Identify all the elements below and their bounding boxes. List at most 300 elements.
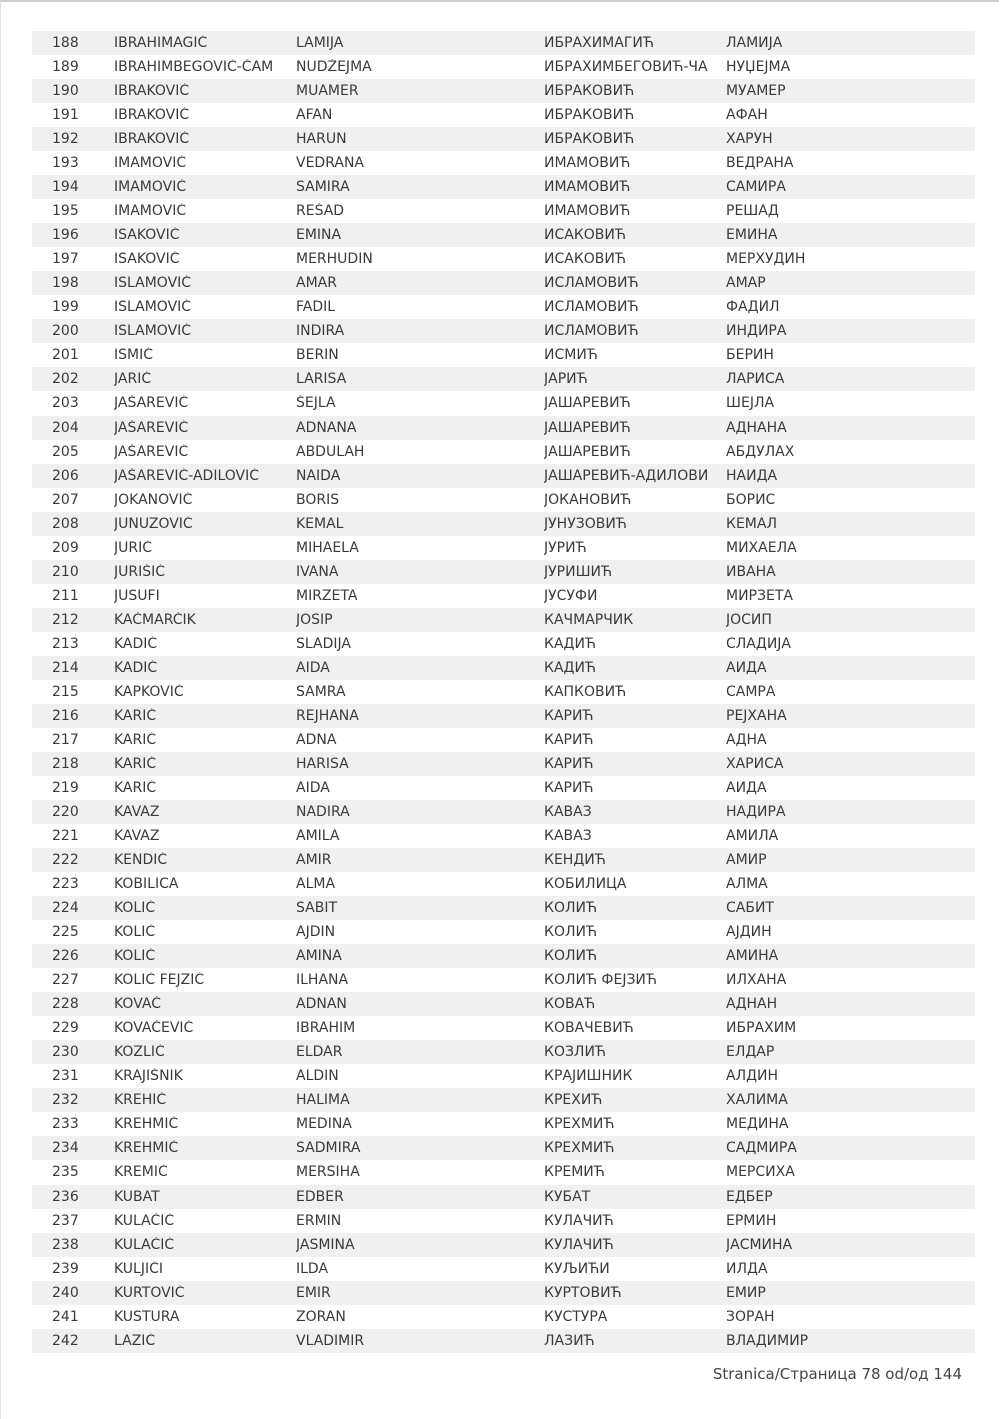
first-name-cyrillic: АЛМА [726, 876, 768, 893]
first-name-cyrillic: САБИТ [726, 900, 774, 917]
surname-cyrillic: ЈАРИЋ [544, 371, 588, 388]
surname-latin: ISAKOVIĆ [114, 251, 180, 268]
surname-latin: KUBAT [114, 1188, 160, 1205]
row-number: 237 [52, 1212, 79, 1229]
first-name-latin: VEDRANA [296, 155, 364, 172]
surname-cyrillic: ЈУНУЗОВИЋ [544, 515, 627, 532]
surname-latin: JAŠAREVIĆ [114, 395, 189, 412]
surname-cyrillic: ИСЛАМОВИЋ [544, 299, 639, 316]
surname-latin: KARIĆ [114, 731, 157, 748]
row-number: 230 [52, 1044, 79, 1061]
first-name-latin: EMIR [296, 1284, 331, 1301]
surname-cyrillic: ИСАКОВИЋ [544, 227, 626, 244]
first-name-cyrillic: МЕДИНА [726, 1116, 789, 1133]
row-number: 232 [52, 1092, 79, 1109]
table-row [32, 728, 975, 752]
surname-latin: IBRAKOVIĆ [114, 107, 190, 124]
first-name-latin: AMINA [296, 948, 342, 965]
surname-latin: KRAJIŠNIK [114, 1068, 183, 1085]
table-row [32, 1136, 975, 1160]
first-name-latin: ADNA [296, 731, 337, 748]
first-name-cyrillic: СЛАДИЈА [726, 635, 791, 652]
surname-cyrillic: КРЕХИЋ [544, 1092, 603, 1109]
table-row [32, 1016, 975, 1040]
row-number: 194 [52, 179, 79, 196]
first-name-latin: AMILA [296, 828, 340, 845]
row-number: 193 [52, 155, 79, 172]
surname-cyrillic: КАРИЋ [544, 707, 594, 724]
surname-cyrillic: ЈАШАРЕВИЋ [544, 395, 631, 412]
surname-latin: IMAMOVIĆ [114, 179, 187, 196]
first-name-cyrillic: АЈДИН [726, 924, 772, 941]
first-name-latin: ADNAN [296, 996, 347, 1013]
surname-cyrillic: КРЕХМИЋ [544, 1116, 615, 1133]
table-row [32, 103, 975, 127]
table-row [32, 1040, 975, 1064]
surname-cyrillic: КОЛИЋ ФЕЈЗИЋ [544, 972, 657, 989]
table-row [32, 391, 975, 415]
surname-latin: JUNUZOVIĆ [114, 515, 193, 532]
surname-cyrillic: КОЛИЋ [544, 948, 597, 965]
first-name-latin: AMIR [296, 852, 332, 869]
surname-latin: KREMIĆ [114, 1164, 168, 1181]
row-number: 189 [52, 59, 79, 76]
surname-latin: KUSTURA [114, 1308, 180, 1325]
first-name-cyrillic: ЕМИР [726, 1284, 766, 1301]
row-number: 240 [52, 1284, 79, 1301]
table-row [32, 488, 975, 512]
surname-latin: JARIĆ [114, 371, 152, 388]
first-name-cyrillic: АДНА [726, 731, 767, 748]
table-row [32, 704, 975, 728]
first-name-cyrillic: МУАМЕР [726, 83, 786, 100]
table-row [32, 79, 975, 103]
row-number: 238 [52, 1236, 79, 1253]
first-name-latin: FADIL [296, 299, 336, 316]
surname-cyrillic: ИСАКОВИЋ [544, 251, 626, 268]
first-name-cyrillic: ЈАСМИНА [726, 1236, 793, 1253]
first-name-cyrillic: ИЛДА [726, 1260, 768, 1277]
first-name-latin: EMINA [296, 227, 342, 244]
surname-latin: KURTOVIĆ [114, 1284, 185, 1301]
surname-cyrillic: КОЛИЋ [544, 900, 597, 917]
surname-cyrillic: КРАЈИШНИК [544, 1068, 633, 1085]
surname-latin: KOLIĆ FEJZIĆ [114, 972, 205, 989]
surname-cyrillic: КАВАЗ [544, 804, 592, 821]
surname-cyrillic: КУЛАЧИЋ [544, 1212, 614, 1229]
row-number: 225 [52, 924, 79, 941]
first-name-cyrillic: ВЛАДИМИР [726, 1332, 809, 1349]
names-table [32, 31, 975, 1353]
first-name-latin: KEMAL [296, 515, 344, 532]
first-name-cyrillic: ЛАМИЈА [726, 35, 783, 52]
surname-latin: JAŠAREVIĆ [114, 419, 189, 436]
table-row [32, 199, 975, 223]
first-name-latin: NADIRA [296, 804, 350, 821]
first-name-cyrillic: ИНДИРА [726, 323, 787, 340]
surname-latin: KULAČIĆ [114, 1212, 175, 1229]
first-name-cyrillic: МЕРСИХА [726, 1164, 795, 1181]
first-name-latin: ILHANA [296, 972, 349, 989]
surname-latin: KOVAĆ [114, 996, 161, 1013]
first-name-cyrillic: ЛАРИСА [726, 371, 785, 388]
first-name-cyrillic: ХАРИСА [726, 755, 784, 772]
first-name-cyrillic: АДНАН [726, 996, 778, 1013]
first-name-latin: AIDA [296, 659, 330, 676]
surname-cyrillic: ИБРАКОВИЋ [544, 83, 635, 100]
surname-latin: IBRAKOVIĆ [114, 83, 190, 100]
surname-latin: KAPKOVIĆ [114, 683, 184, 700]
table-row [32, 440, 975, 464]
surname-latin: JOKANOVIĆ [114, 491, 193, 508]
table-row [32, 896, 975, 920]
row-number: 216 [52, 707, 79, 724]
row-number: 196 [52, 227, 79, 244]
surname-cyrillic: КОЛИЋ [544, 924, 597, 941]
row-number: 201 [52, 347, 79, 364]
surname-cyrillic: КАРИЋ [544, 731, 594, 748]
table-row [32, 944, 975, 968]
first-name-cyrillic: АИДА [726, 659, 767, 676]
surname-latin: IBRAKOVIĆ [114, 131, 190, 148]
surname-cyrillic: ИБРАХИМБЕГОВИЋ-ЧА [544, 59, 708, 76]
table-row [32, 992, 975, 1016]
table-row [32, 343, 975, 367]
first-name-latin: JOSIP [296, 611, 333, 628]
surname-latin: KULJIĆI [114, 1260, 164, 1277]
first-name-cyrillic: БЕРИН [726, 347, 774, 364]
first-name-cyrillic: ЗОРАН [726, 1308, 775, 1325]
first-name-cyrillic: КЕМАЛ [726, 515, 777, 532]
surname-cyrillic: ИБРАХИМАГИЋ [544, 35, 654, 52]
surname-latin: KARIĆ [114, 707, 157, 724]
table-row [32, 295, 975, 319]
surname-latin: IBRAHIMAGIĆ [114, 35, 208, 52]
table-row [32, 175, 975, 199]
first-name-latin: MEDINA [296, 1116, 352, 1133]
row-number: 209 [52, 539, 79, 556]
surname-latin: KREHMIĆ [114, 1140, 179, 1157]
surname-cyrillic: КАПКОВИЋ [544, 683, 627, 700]
surname-latin: KAČMARČIK [114, 611, 196, 628]
surname-latin: KENDIĆ [114, 852, 168, 869]
row-number: 228 [52, 996, 79, 1013]
surname-cyrillic: КАЧМАРЧИК [544, 611, 634, 628]
surname-cyrillic: КАРИЋ [544, 755, 594, 772]
surname-cyrillic: ИСЛАМОВИЋ [544, 323, 639, 340]
surname-cyrillic: КОЗЛИЋ [544, 1044, 606, 1061]
surname-cyrillic: КОБИЛИЦА [544, 876, 627, 893]
first-name-latin: VLADIMIR [296, 1332, 365, 1349]
row-number: 197 [52, 251, 79, 268]
surname-cyrillic: ИСЛАМОВИЋ [544, 275, 639, 292]
table-row [32, 776, 975, 800]
surname-latin: ISMIĆ [114, 347, 153, 364]
row-number: 188 [52, 35, 79, 52]
surname-latin: KOLIĆ [114, 948, 156, 965]
table-row [32, 800, 975, 824]
table-row [32, 55, 975, 79]
page-number: Stranica/Страница 78 od/од 144 [712, 1365, 962, 1383]
row-number: 203 [52, 395, 79, 412]
surname-latin: LAZIĆ [114, 1332, 156, 1349]
surname-cyrillic: ЈАШАРЕВИЋ [544, 443, 631, 460]
surname-cyrillic: КРЕМИЋ [544, 1164, 605, 1181]
first-name-latin: NAIDA [296, 467, 341, 484]
first-name-latin: BERIN [296, 347, 339, 364]
surname-latin: JURIĆ [114, 539, 153, 556]
surname-cyrillic: ЈУСУФИ [544, 587, 598, 604]
row-number: 236 [52, 1188, 79, 1205]
surname-cyrillic: КУБАТ [544, 1188, 591, 1205]
first-name-latin: HALIMA [296, 1092, 350, 1109]
row-number: 226 [52, 948, 79, 965]
first-name-cyrillic: АИДА [726, 779, 767, 796]
first-name-latin: NUDŽEJMA [296, 59, 372, 76]
table-row [32, 512, 975, 536]
first-name-latin: MIHAELA [296, 539, 359, 556]
surname-latin: KOLIĆ [114, 924, 156, 941]
surname-cyrillic: КУЛАЧИЋ [544, 1236, 614, 1253]
table-row [32, 1209, 975, 1233]
row-number: 210 [52, 563, 79, 580]
first-name-latin: ERMIN [296, 1212, 342, 1229]
first-name-cyrillic: РЕЈХАНА [726, 707, 787, 724]
table-row [32, 608, 975, 632]
first-name-latin: JASMINA [296, 1236, 355, 1253]
first-name-cyrillic: ИБРАХИМ [726, 1020, 797, 1037]
surname-cyrillic: ЈУРИЋ [544, 539, 587, 556]
table-row [32, 1064, 975, 1088]
surname-cyrillic: ЈОКАНОВИЋ [544, 491, 632, 508]
surname-cyrillic: КУСТУРА [544, 1308, 608, 1325]
row-number: 235 [52, 1164, 79, 1181]
first-name-cyrillic: НУЏЕЈМА [726, 59, 791, 76]
row-number: 215 [52, 683, 79, 700]
first-name-cyrillic: АФАН [726, 107, 768, 124]
table-row [32, 464, 975, 488]
surname-cyrillic: КАРИЋ [544, 779, 594, 796]
surname-latin: ISLAMOVIĆ [114, 323, 192, 340]
first-name-latin: EDBER [296, 1188, 344, 1205]
row-number: 198 [52, 275, 79, 292]
row-number: 218 [52, 755, 79, 772]
row-number: 222 [52, 852, 79, 869]
surname-latin: ISLAMOVIĆ [114, 299, 192, 316]
table-row [32, 560, 975, 584]
first-name-latin: AIDA [296, 779, 330, 796]
table-row [32, 223, 975, 247]
surname-latin: KADIĆ [114, 635, 158, 652]
first-name-latin: BORIS [296, 491, 340, 508]
row-number: 206 [52, 467, 79, 484]
first-name-cyrillic: АМАР [726, 275, 766, 292]
surname-latin: IMAMOVIĆ [114, 203, 187, 220]
surname-cyrillic: ЛАЗИЋ [544, 1332, 595, 1349]
first-name-latin: ABDULAH [296, 443, 365, 460]
surname-latin: IBRAHIMBEGOVIĆ-ČAM [114, 59, 274, 76]
first-name-cyrillic: БОРИС [726, 491, 776, 508]
first-name-cyrillic: ВЕДРАНА [726, 155, 794, 172]
row-number: 214 [52, 659, 79, 676]
table-row [32, 247, 975, 271]
row-number: 220 [52, 804, 79, 821]
surname-latin: JAŠAREVIĆ-ADILOVIĆ [114, 467, 260, 484]
table-row [32, 584, 975, 608]
first-name-cyrillic: РЕШАД [726, 203, 779, 220]
table-row [32, 1305, 975, 1329]
table-row [32, 752, 975, 776]
row-number: 233 [52, 1116, 79, 1133]
surname-latin: IMAMOVIĆ [114, 155, 187, 172]
surname-cyrillic: ИМАМОВИЋ [544, 203, 631, 220]
first-name-latin: IBRAHIM [296, 1020, 356, 1037]
row-number: 199 [52, 299, 79, 316]
table-row [32, 1257, 975, 1281]
table-row [32, 1088, 975, 1112]
table-row [32, 632, 975, 656]
table-row [32, 1112, 975, 1136]
first-name-latin: SABIT [296, 900, 338, 917]
surname-latin: KOLIĆ [114, 900, 156, 917]
surname-cyrillic: ЈУРИШИЋ [544, 563, 613, 580]
first-name-latin: REŠAD [296, 203, 345, 220]
surname-latin: KULAČIĆ [114, 1236, 175, 1253]
first-name-cyrillic: ЕМИНА [726, 227, 778, 244]
surname-latin: KAVAZ [114, 828, 160, 845]
first-name-cyrillic: САМРА [726, 683, 776, 700]
surname-latin: KARIĆ [114, 755, 157, 772]
surname-cyrillic: КАДИЋ [544, 635, 596, 652]
surname-latin: JUSUFI [114, 587, 160, 604]
row-number: 205 [52, 443, 79, 460]
first-name-cyrillic: АБДУЛАХ [726, 443, 795, 460]
surname-cyrillic: ИМАМОВИЋ [544, 179, 631, 196]
row-number: 239 [52, 1260, 79, 1277]
first-name-cyrillic: ИВАНА [726, 563, 776, 580]
first-name-latin: SAMIRA [296, 179, 350, 196]
table-row [32, 968, 975, 992]
table-row [32, 824, 975, 848]
first-name-latin: MIRZETA [296, 587, 358, 604]
surname-cyrillic: КОВАЋ [544, 996, 596, 1013]
surname-cyrillic: КАВАЗ [544, 828, 592, 845]
surname-latin: ISAKOVIĆ [114, 227, 180, 244]
first-name-cyrillic: ЈОСИП [726, 611, 772, 628]
first-name-latin: AMAR [296, 275, 337, 292]
surname-cyrillic: ИБРАКОВИЋ [544, 131, 635, 148]
row-number: 195 [52, 203, 79, 220]
row-number: 204 [52, 419, 79, 436]
surname-cyrillic: КРЕХМИЋ [544, 1140, 615, 1157]
first-name-latin: ALDIN [296, 1068, 339, 1085]
row-number: 191 [52, 107, 79, 124]
first-name-latin: IVANA [296, 563, 339, 580]
table-row [32, 416, 975, 440]
row-number: 242 [52, 1332, 79, 1349]
surname-latin: KOBILICA [114, 876, 179, 893]
row-number: 190 [52, 83, 79, 100]
row-number: 200 [52, 323, 79, 340]
surname-latin: KREHIĆ [114, 1092, 167, 1109]
surname-latin: JAŠAREVIĆ [114, 443, 189, 460]
first-name-latin: MUAMER [296, 83, 359, 100]
first-name-latin: ALMA [296, 876, 336, 893]
first-name-cyrillic: ХАРУН [726, 131, 773, 148]
first-name-latin: ILDA [296, 1260, 329, 1277]
surname-latin: KARIĆ [114, 779, 157, 796]
surname-cyrillic: КЕНДИЋ [544, 852, 606, 869]
first-name-latin: HARISA [296, 755, 349, 772]
row-number: 211 [52, 587, 79, 604]
table-row [32, 1233, 975, 1257]
first-name-cyrillic: МИХАЕЛА [726, 539, 797, 556]
first-name-cyrillic: МИРЗЕТА [726, 587, 793, 604]
row-number: 202 [52, 371, 79, 388]
first-name-latin: REJHANA [296, 707, 359, 724]
first-name-latin: ELDAR [296, 1044, 343, 1061]
row-number: 234 [52, 1140, 79, 1157]
surname-cyrillic: ИСМИЋ [544, 347, 598, 364]
surname-cyrillic: ЈАШАРЕВИЋ-АДИЛОВИ [544, 467, 709, 484]
first-name-cyrillic: АДНАНА [726, 419, 787, 436]
first-name-latin: ZORAN [296, 1308, 346, 1325]
surname-latin: KOVAČEVIĆ [114, 1020, 194, 1037]
table-row [32, 656, 975, 680]
table-row [32, 1185, 975, 1209]
surname-cyrillic: КОВАЧЕВИЋ [544, 1020, 634, 1037]
row-number: 192 [52, 131, 79, 148]
first-name-cyrillic: АМИР [726, 852, 767, 869]
first-name-cyrillic: САМИРА [726, 179, 786, 196]
first-name-cyrillic: ИЛХАНА [726, 972, 787, 989]
first-name-cyrillic: НАИДА [726, 467, 778, 484]
surname-cyrillic: ИМАМОВИЋ [544, 155, 631, 172]
first-name-cyrillic: ЕЛДАР [726, 1044, 775, 1061]
row-number: 241 [52, 1308, 79, 1325]
row-number: 224 [52, 900, 79, 917]
first-name-latin: LAMIJA [296, 35, 344, 52]
row-number: 223 [52, 876, 79, 893]
row-number: 212 [52, 611, 79, 628]
first-name-latin: SLADIJA [296, 635, 351, 652]
table-row [32, 680, 975, 704]
table-row [32, 151, 975, 175]
table-row [32, 536, 975, 560]
first-name-latin: INDIRA [296, 323, 345, 340]
first-name-cyrillic: ФАДИЛ [726, 299, 780, 316]
first-name-latin: MERSIHA [296, 1164, 360, 1181]
row-number: 217 [52, 731, 79, 748]
surname-latin: KAVAZ [114, 804, 160, 821]
surname-latin: KADIĆ [114, 659, 158, 676]
first-name-latin: HARUN [296, 131, 347, 148]
first-name-latin: AFAN [296, 107, 333, 124]
row-number: 208 [52, 515, 79, 532]
surname-latin: ISLAMOVIĆ [114, 275, 192, 292]
row-number: 219 [52, 779, 79, 796]
first-name-cyrillic: ШЕЈЛА [726, 395, 775, 412]
surname-cyrillic: КАДИЋ [544, 659, 596, 676]
first-name-cyrillic: АЛДИН [726, 1068, 779, 1085]
row-number: 221 [52, 828, 79, 845]
first-name-latin: SADMIRA [296, 1140, 361, 1157]
table-row [32, 127, 975, 151]
row-number: 231 [52, 1068, 79, 1085]
first-name-cyrillic: ЕРМИН [726, 1212, 777, 1229]
table-row [32, 920, 975, 944]
table-row [32, 319, 975, 343]
